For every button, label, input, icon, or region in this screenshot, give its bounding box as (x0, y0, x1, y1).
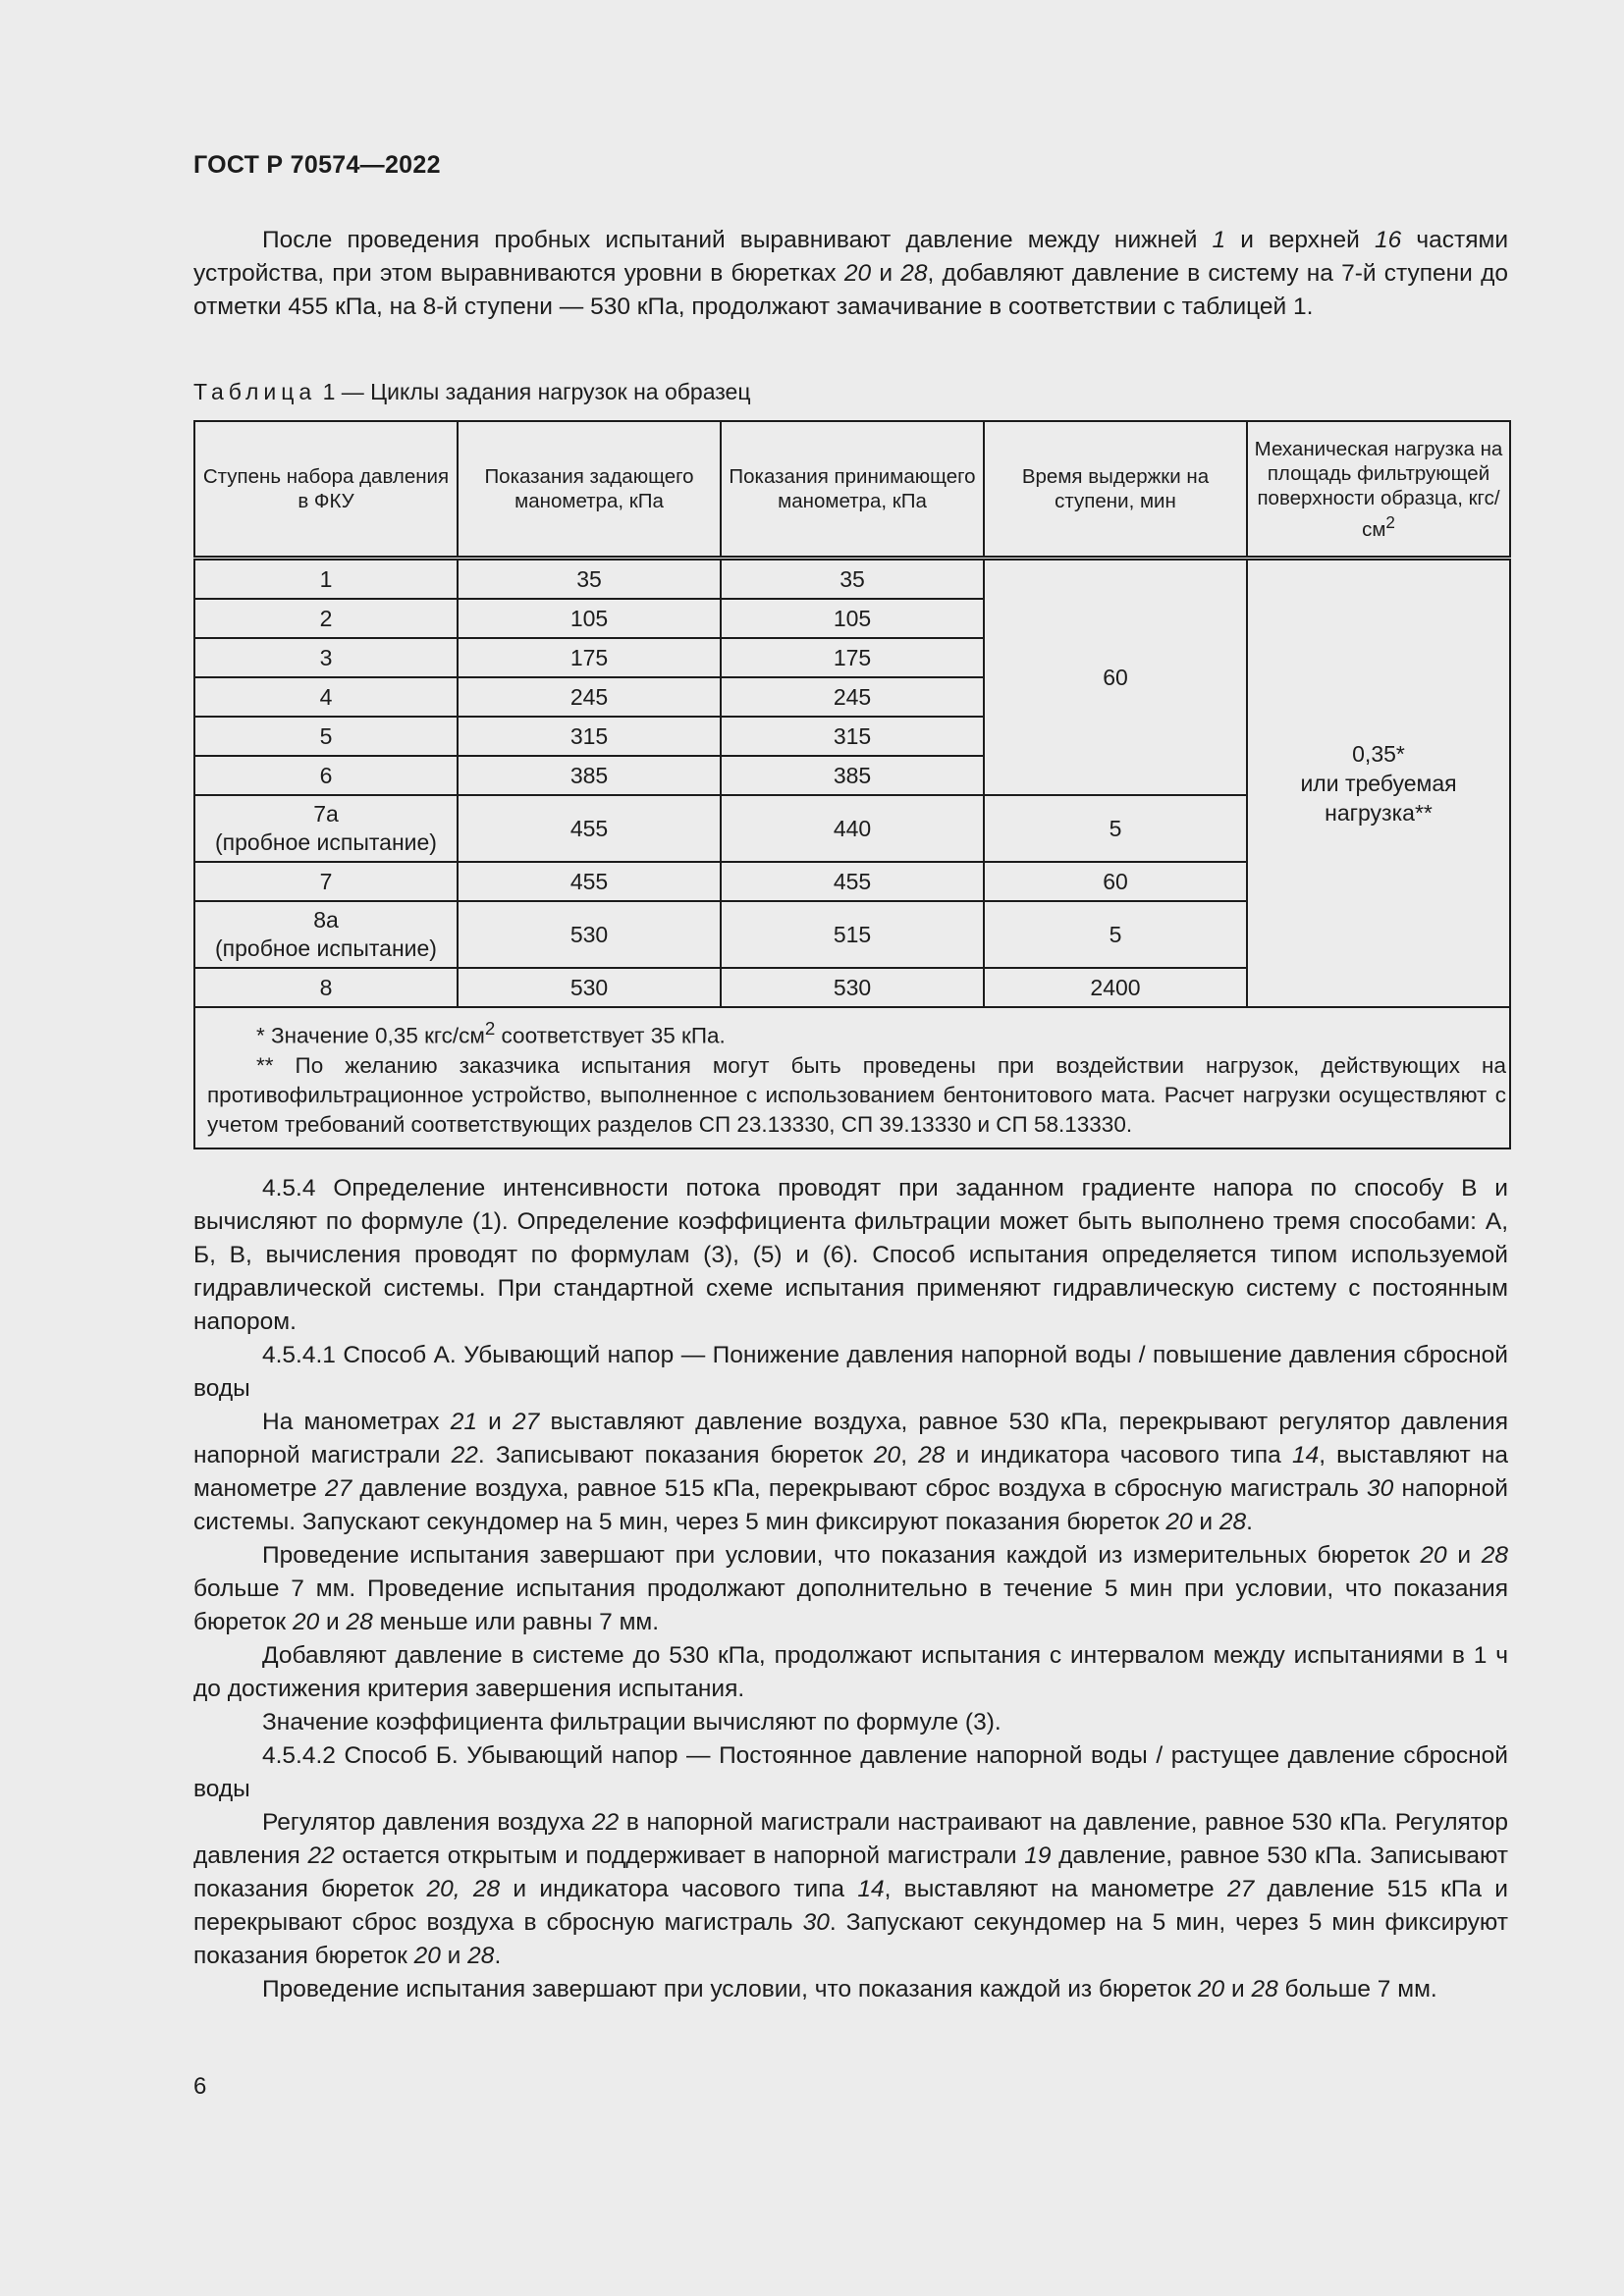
header-stage: Ступень набора давления в ФКУ (194, 421, 458, 559)
document-code-header: ГОСТ Р 70574—2022 (193, 151, 441, 179)
intro-paragraph: После проведения пробных испытаний выравнивают давление между нижней 1 и верхней 16 частями устройства, при этом выравниваются уровни в бюретках 20 и 28, добавляют давление в систему на 7-й ступени до отметки 455 кПа, на 8-й ступени — 530 кПа, продолжают замачивание в соответствии с таблицей 1. (193, 227, 1508, 320)
table-cell: 245 (721, 677, 984, 717)
table-cell: 5 (984, 901, 1247, 968)
table-cell: 455 (458, 862, 721, 901)
table-cell: 440 (721, 795, 984, 862)
table-cell: 175 (458, 638, 721, 677)
table-cell: 455 (458, 795, 721, 862)
table-cell: 385 (458, 756, 721, 795)
paragraph-method-a-procedure: На манометрах 21 и 27 выставляют давление воздуха, равное 530 кПа, перекрывают регулятор давления напорной магистрали 22. Записывают показания бюреток 20, 28 и индикатора часового типа 14, выставляют на манометре 27 давление воздуха, равное 515 кПа, перекрывают сброс воздуха в сбросную магистраль 30 напорной системы. Запускают секундомер на 5 мин, через 5 мин фиксируют показания бюреток 20 и 28. (193, 1409, 1508, 1535)
table-cell: 35 (721, 559, 984, 600)
paragraph-4-5-4: 4.5.4 Определение интенсивности потока проводят при заданном градиенте напора по способу В и вычисляют по формуле (1). Определение коэффициента фильтрации может быть выполнено тремя способами: А, Б, В, вычисления проводят по формулам (3), (5) и (6). Способ испытания определяется типом используемой гидравлической системы. При стандартной схеме испытания применяют гидравлическую систему с постоянным напором. (193, 1175, 1508, 1335)
table-cell: 3 (194, 638, 458, 677)
table-cell: 5 (194, 717, 458, 756)
table-cell: 8 (194, 968, 458, 1007)
table-header-row (194, 421, 1510, 559)
table-cell: 175 (721, 638, 984, 677)
paragraph-method-b-completion: Проведение испытания завершают при условии, что показания каждой из бюреток 20 и 28 больше 7 мм. (262, 1976, 1437, 2002)
paragraph-method-a-completion: Проведение испытания завершают при условии, что показания каждой из измерительных бюреток 20 и 28 больше 7 мм. Проведение испытания продолжают дополнительно в течение 5 мин при условии, что показания бюреток 20 и 28 меньше или равны 7 мм. (193, 1542, 1508, 1635)
paragraph-method-b-procedure: Регулятор давления воздуха 22 в напорной магистрали настраивают на давление, равное 530 кПа. Регулятор давления 22 остается открытым и поддерживает в напорной магистрали 19 давление, равное 530 кПа. Записывают показания бюреток 20, 28 и индикатора часового типа 14, выставляют на манометре 27 давление 515 кПа и перекрывают сброс воздуха в сбросную магистраль 30. Запускают секундомер на 5 мин, через 5 мин фиксируют показания бюреток 20 и 28. (193, 1809, 1509, 1969)
table-notes-row (194, 1007, 1510, 1148)
table-row (194, 559, 1510, 600)
table-note-1: * Значение 0,35 кгс/$см^2$ соответствует 35 кПа. (256, 1018, 726, 1048)
table-cell: 8а (пробное испытание) (194, 901, 458, 968)
table-cell: 515 (721, 901, 984, 968)
table-cell: 5 (984, 795, 1247, 862)
table-cell: 315 (458, 717, 721, 756)
table-cell: 4 (194, 677, 458, 717)
table-cell: 385 (721, 756, 984, 795)
paragraph-method-a-formula: Значение коэффициента фильтрации вычисляют по формуле (3). (262, 1709, 1001, 1735)
table-cell: 6 (194, 756, 458, 795)
table-cell: 530 (721, 968, 984, 1007)
table-caption: Таблица 1 — Циклы задания нагрузок на образец (193, 379, 751, 404)
table-cell: 105 (721, 599, 984, 638)
table-cell: 530 (458, 968, 721, 1007)
table-notes (194, 1007, 1510, 1148)
table-cell: 60 (984, 862, 1247, 901)
load-cycles-table (193, 420, 1509, 1149)
merged-hold-time: 60 (984, 559, 1247, 796)
paragraph-4-5-4-1: 4.5.4.1 Способ А. Убывающий напор — Понижение давления напорной воды / повышение давления сбросной воды (193, 1342, 1508, 1402)
table-cell: 315 (721, 717, 984, 756)
body-text (193, 1172, 1508, 2006)
table-cell: 2 (194, 599, 458, 638)
table-cell: 105 (458, 599, 721, 638)
table-cell: 7 (194, 862, 458, 901)
table-cell: 2400 (984, 968, 1247, 1007)
table-cell: 7а (пробное испытание) (194, 795, 458, 862)
table-note-2: ** По желанию заказчика испытания могут быть проведены при воздействии нагрузок, действующих на противофильтрационное устройство, выполненное с использованием бентонитового мата. Расчет нагрузки осуществляют с учетом требований соответствующих разделов СП 23.13330, СП 39.13330 и СП 58.13330. (207, 1052, 1506, 1137)
header-set-gauge: Показания задающего манометра, кПа (458, 421, 721, 559)
table-cell: 455 (721, 862, 984, 901)
paragraph-4-5-4-2: 4.5.4.2 Способ Б. Убывающий напор — Постоянное давление напорной воды / растущее давление сбросной воды (193, 1742, 1508, 1802)
merged-mechanical-load: 0,35* или требуемая нагрузка** (1247, 559, 1510, 1008)
table-cell: 35 (458, 559, 721, 600)
paragraph-method-a-continue: Добавляют давление в системе до 530 кПа, продолжают испытания с интервалом между испытаниями в 1 ч до достижения критерия завершения испытания. (193, 1642, 1508, 1702)
table-cell: 245 (458, 677, 721, 717)
page-number: 6 (193, 2073, 207, 2100)
table-cell: 530 (458, 901, 721, 968)
header-receive-gauge: Показания принимающего манометра, кПа (721, 421, 984, 559)
table-cell: 1 (194, 559, 458, 600)
header-hold-time: Время выдержки на ступени, мин (984, 421, 1247, 559)
header-mechanical-load: Механическая нагрузка на площадь фильтрующей поверхности образца, кгс/$см^2$ (1247, 421, 1510, 559)
